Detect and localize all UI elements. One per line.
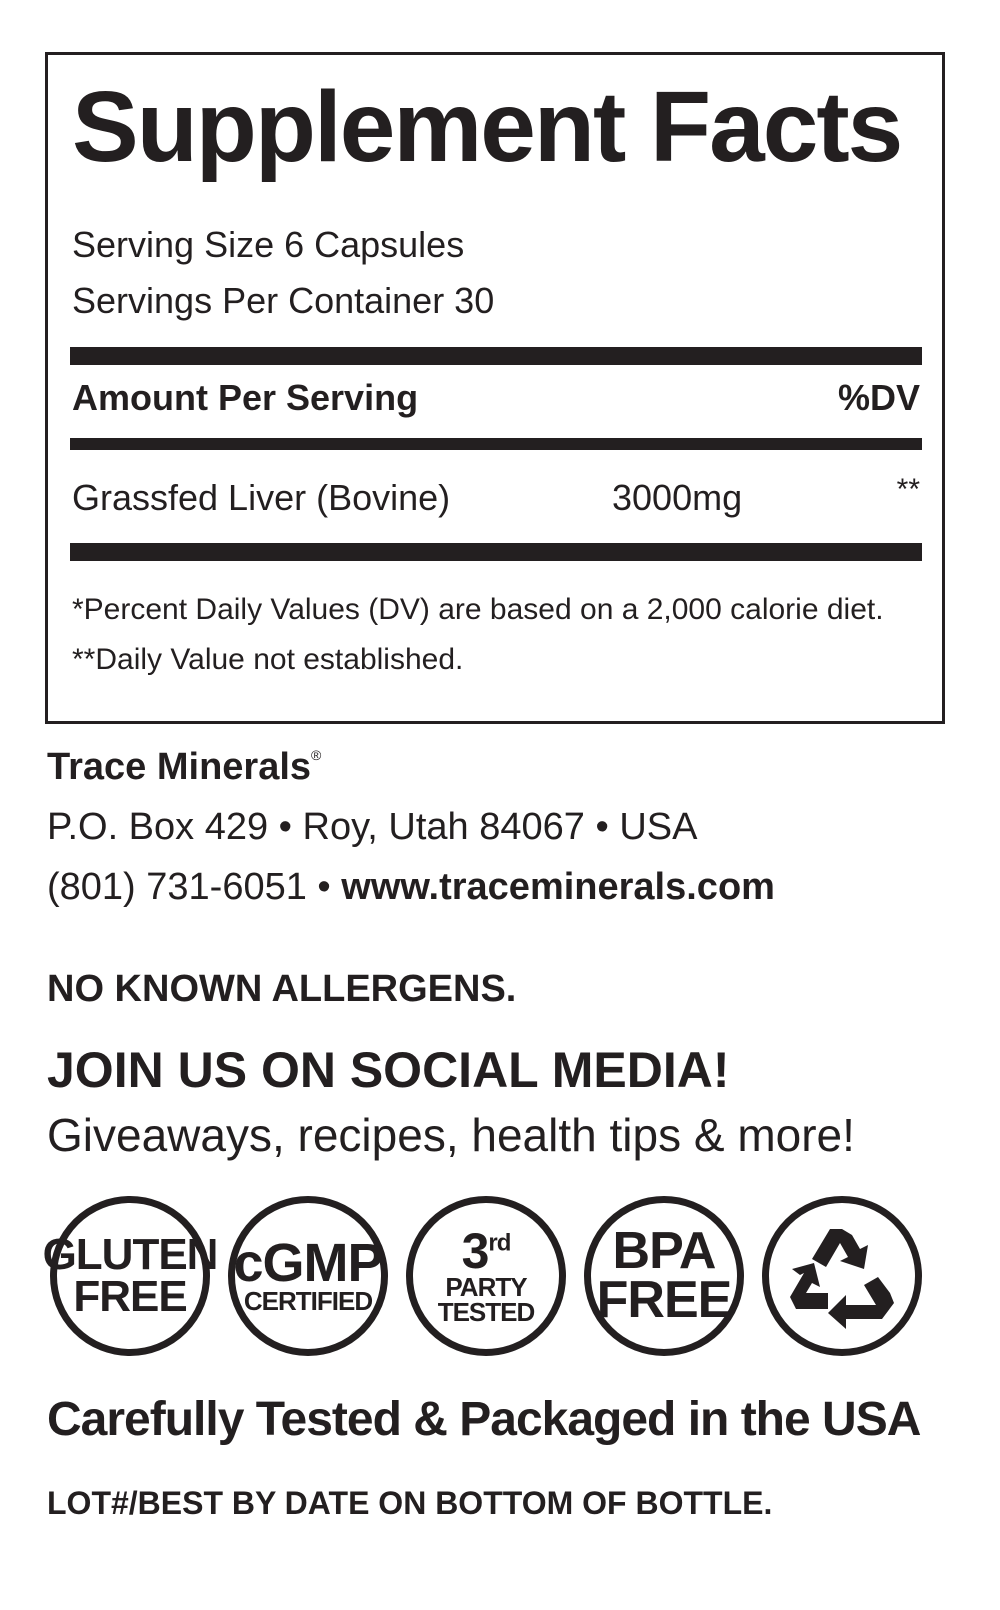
contact-separator: • bbox=[306, 866, 342, 908]
amount-per-serving-header: Amount Per Serving bbox=[72, 377, 419, 418]
footnote-dv-basis: *Percent Daily Values (DV) are based on a 2,000 calorie diet. bbox=[72, 593, 884, 626]
social-subheading: Giveaways, recipes, health tips & more! bbox=[47, 1109, 855, 1161]
social-heading: JOIN US ON SOCIAL MEDIA! bbox=[47, 1042, 730, 1098]
company-info bbox=[47, 748, 321, 786]
certification-badges bbox=[42, 1196, 945, 1364]
bpa-free-badge: BPA FREE bbox=[584, 1196, 744, 1356]
ingredient-name: Grassfed Liver (Bovine) bbox=[72, 477, 451, 518]
cgmp-certified-badge: cGMP CERTIFIED bbox=[228, 1196, 388, 1356]
company-contact bbox=[47, 868, 775, 906]
company-phone: (801) 731-6051 bbox=[47, 866, 307, 908]
tested-packaged-statement: Carefully Tested & Packaged in the USA bbox=[47, 1393, 921, 1446]
lot-best-by-statement: LOT#/BEST BY DATE ON BOTTOM OF BOTTLE. bbox=[47, 1485, 773, 1521]
divider-thick bbox=[70, 347, 922, 365]
allergen-statement: NO KNOWN ALLERGENS. bbox=[47, 968, 517, 1010]
footnote-dv-not-established: **Daily Value not established. bbox=[72, 643, 464, 676]
registered-mark: ® bbox=[311, 747, 322, 763]
third-party-tested-badge: 3rd PARTY TESTED bbox=[406, 1196, 566, 1356]
recycle-icon bbox=[782, 1221, 902, 1331]
servings-per-container: Servings Per Container 30 bbox=[72, 280, 495, 321]
company-address: P.O. Box 429 • Roy, Utah 84067 • USA bbox=[47, 806, 698, 848]
ingredient-dv: ** bbox=[896, 473, 920, 506]
recycle-badge bbox=[762, 1196, 922, 1356]
ingredient-amount: 3000mg bbox=[612, 477, 743, 518]
gluten-free-badge: GLUTEN FREE bbox=[50, 1196, 210, 1356]
serving-size: Serving Size 6 Capsules bbox=[72, 224, 465, 265]
company-name: Trace Minerals® bbox=[47, 746, 322, 788]
company-website-link[interactable]: www.traceminerals.com bbox=[341, 866, 775, 908]
divider-medium bbox=[70, 438, 922, 450]
dv-header: %DV bbox=[837, 377, 920, 418]
divider-thick-bottom bbox=[70, 543, 922, 561]
facts-title: Supplement Facts bbox=[72, 71, 902, 183]
supplement-facts-panel bbox=[45, 52, 945, 724]
